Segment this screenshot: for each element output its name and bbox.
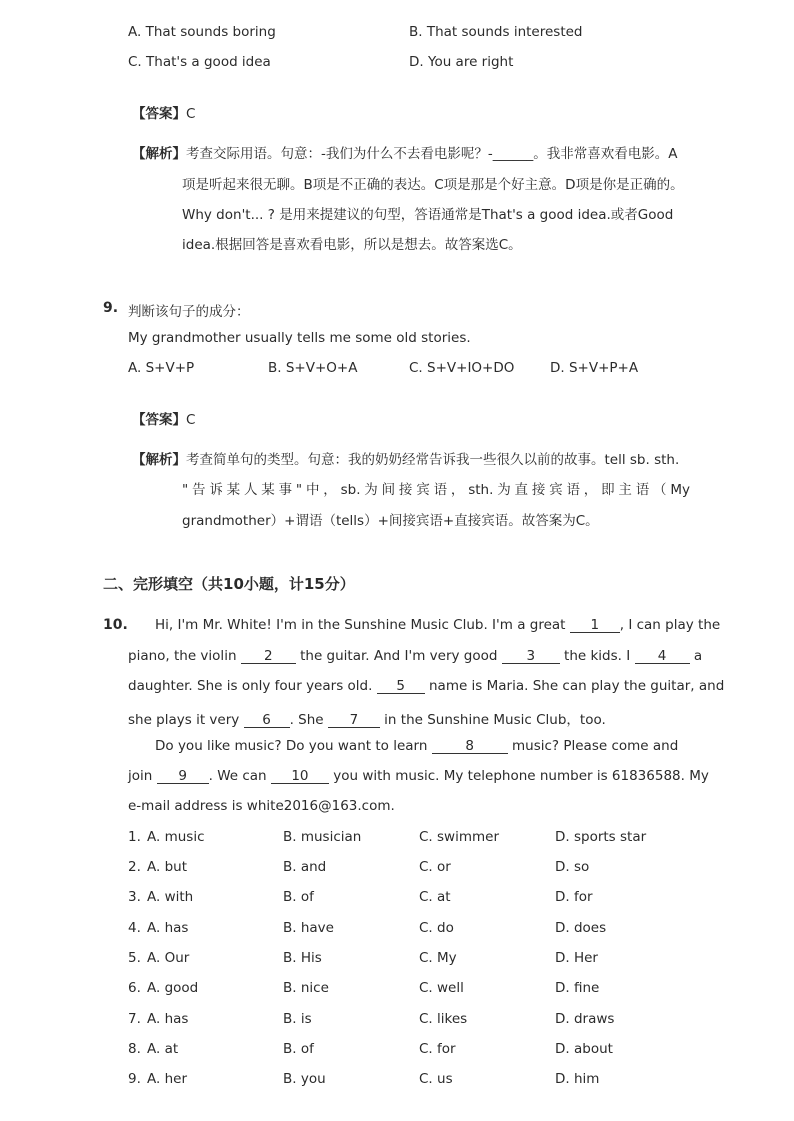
q9-option-a: A. S+V+P bbox=[128, 360, 195, 376]
q10-number: 10. bbox=[103, 617, 128, 633]
choice-row: 7. A. has B. is C. likes D. draws bbox=[128, 1011, 615, 1027]
q9-answer: 【答案】C bbox=[132, 412, 196, 428]
choice-row: 5. A. Our B. His C. My D. Her bbox=[128, 950, 598, 966]
q10-passage-line-5: Do you like music? Do you want to learn 8 music? Please come and bbox=[155, 738, 679, 754]
q10-passage-line-6: join 9 . We can 10 you with music. My telephone number is 61836588. My bbox=[128, 768, 709, 784]
q9-number: 9. bbox=[103, 300, 119, 316]
q10-passage-line-1: Hi, I'm Mr. White! I'm in the Sunshine Music Club. I'm a great 1 , I can play the bbox=[155, 617, 721, 633]
q9-analysis-line-1: 【解析】考查简单句的类型。句意：我的奶奶经常告诉我一些很久以前的故事。tell sb. sth. bbox=[132, 452, 680, 468]
q8-analysis-line-1: 【解析】考查交际用语。句意：-我们为什么不去看电影呢？-______。我非常喜欢看电影。A bbox=[132, 146, 678, 162]
q8-option-b: B. That sounds interested bbox=[409, 24, 583, 40]
q8-option-d: D. You are right bbox=[409, 54, 514, 70]
q10-passage-line-3: daughter. She is only four years old. 5 name is Maria. She can play the guitar, and bbox=[128, 678, 725, 694]
q9-prompt: 判断该句子的成分： bbox=[128, 304, 250, 320]
q9-analysis-line-2: "告诉某人某事"中，sb.为间接宾语，sth.为直接宾语，即主语（My bbox=[182, 482, 690, 498]
blank-1[interactable]: 1 bbox=[570, 618, 620, 633]
q10-passage-line-7: e-mail address is white2016@163.com. bbox=[128, 798, 395, 814]
choice-row: 9. A. her B. you C. us D. him bbox=[128, 1071, 600, 1087]
blank-8[interactable]: 8 bbox=[432, 739, 508, 754]
q9-option-b: B. S+V+O+A bbox=[268, 360, 358, 376]
blank-9[interactable]: 9 bbox=[157, 769, 209, 784]
q8-option-c: C. That's a good idea bbox=[128, 54, 271, 70]
q10-passage-line-4: she plays it very 6 . She 7 in the Sunshine Music Club，too. bbox=[128, 712, 606, 728]
q8-option-a: A. That sounds boring bbox=[128, 24, 276, 40]
choice-row: 8. A. at B. of C. for D. about bbox=[128, 1041, 613, 1057]
section-title: 二、完形填空（共10小题，计15分） bbox=[103, 575, 355, 593]
choice-row: 6. A. good B. nice C. well D. fine bbox=[128, 980, 600, 996]
choice-row: 1. A. music B. musician C. swimmer D. sports star bbox=[128, 829, 647, 845]
blank-4[interactable]: 4 bbox=[635, 649, 690, 664]
blank-6[interactable]: 6 bbox=[244, 713, 290, 728]
q9-option-d: D. S+V+P+A bbox=[550, 360, 639, 376]
q8-answer: 【答案】C bbox=[132, 106, 196, 122]
blank-2[interactable]: 2 bbox=[241, 649, 296, 664]
blank-7[interactable]: 7 bbox=[328, 713, 380, 728]
choice-row: 4. A. has B. have C. do D. does bbox=[128, 920, 607, 936]
q9-analysis-line-3: grandmother）+谓语（tells）+间接宾语+直接宾语。故答案为C。 bbox=[182, 513, 599, 529]
q8-analysis-line-2: 项是听起来很无聊。B项是不正确的表达。C项是那是个好主意。D项是你是正确的。 bbox=[182, 177, 684, 193]
choice-row: 3. A. with B. of C. at D. for bbox=[128, 889, 593, 905]
blank-5[interactable]: 5 bbox=[377, 679, 425, 694]
q10-passage-line-2: piano, the violin 2 the guitar. And I'm very good 3 the kids. I 4 a bbox=[128, 648, 703, 664]
q8-analysis-line-3: Why don't... ? 是用来提建议的句型，答语通常是That's a good idea.或者Good bbox=[182, 207, 674, 223]
q8-analysis-line-4: idea.根据回答是喜欢看电影，所以是想去。故答案选C。 bbox=[182, 237, 522, 253]
q9-sentence: My grandmother usually tells me some old stories. bbox=[128, 330, 471, 346]
blank-10[interactable]: 10 bbox=[271, 769, 329, 784]
blank-3[interactable]: 3 bbox=[502, 649, 560, 664]
q9-option-c: C. S+V+IO+DO bbox=[409, 360, 515, 376]
choice-row: 2. A. but B. and C. or D. so bbox=[128, 859, 590, 875]
